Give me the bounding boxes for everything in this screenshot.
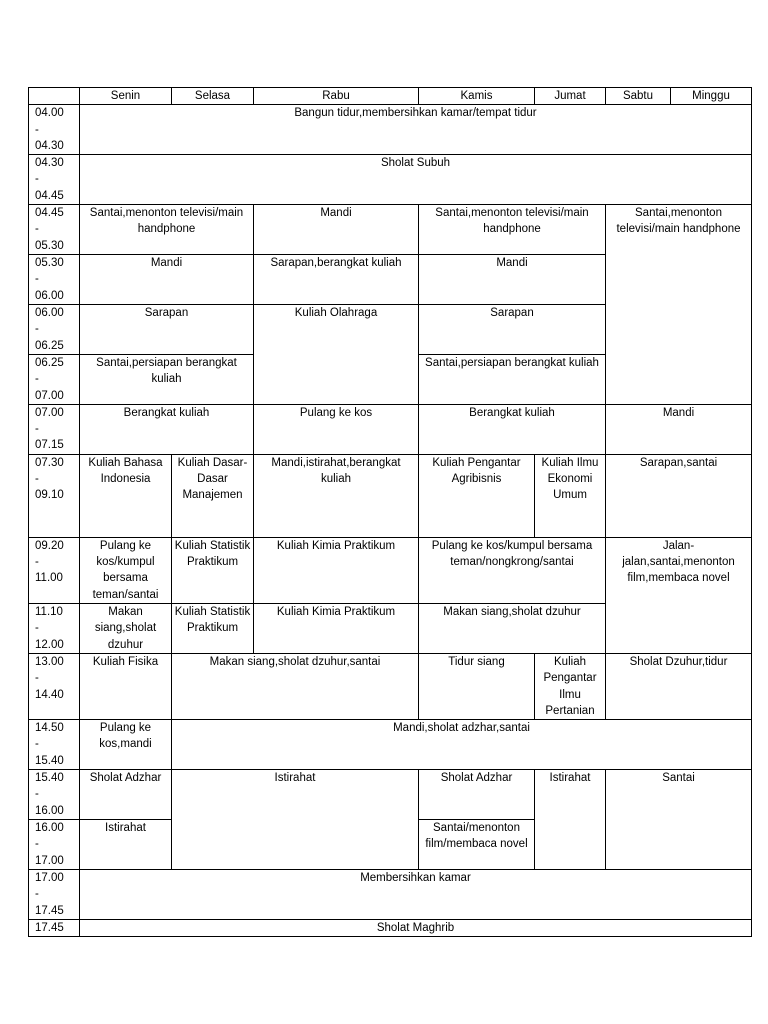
activity-cell: Kuliah Olahraga <box>254 304 419 404</box>
time-cell: 11.10 - 12.00 <box>29 603 80 653</box>
time-cell: 13.00 - 14.40 <box>29 653 80 719</box>
activity-cell: Sarapan <box>419 304 606 354</box>
time-cell: 06.00 - 06.25 <box>29 304 80 354</box>
table-row <box>29 155 752 205</box>
table-row <box>29 454 752 537</box>
table-row <box>29 919 752 936</box>
activity-cell: Istirahat <box>80 820 172 870</box>
activity-cell: Istirahat <box>535 770 606 870</box>
activity-cell: Santai/menonton film/membaca novel <box>419 820 535 870</box>
activity-cell: Santai <box>606 770 752 870</box>
activity-cell: Mandi <box>80 255 254 305</box>
time-cell: 17.00 - 17.45 <box>29 870 80 920</box>
time-cell: 07.30 - 09.10 <box>29 454 80 537</box>
activity-cell: Santai,menonton televisi/main handphone <box>80 205 254 255</box>
time-cell: 17.45 <box>29 919 80 936</box>
table-row <box>29 770 752 820</box>
time-cell: 14.50 - 15.40 <box>29 720 80 770</box>
time-cell: 15.40 - 16.00 <box>29 770 80 820</box>
time-cell: 06.25 - 07.00 <box>29 354 80 404</box>
time-cell: 04.30 - 04.45 <box>29 155 80 205</box>
activity-cell: Santai,menonton televisi/main handphone <box>606 205 752 405</box>
activity-cell: Santai,menonton televisi/main handphone <box>419 205 606 255</box>
activity-cell: Mandi <box>254 205 419 255</box>
activity-cell: Sholat Dzuhur,tidur <box>606 653 752 719</box>
activity-cell: Sholat Adzhar <box>80 770 172 820</box>
time-cell: 04.00 - 04.30 <box>29 105 80 155</box>
activity-cell: Jalan-jalan,santai,menonton film,membaca novel <box>606 537 752 653</box>
header-row <box>29 88 752 105</box>
header-day-jumat: Jumat <box>535 88 606 105</box>
header-day-kamis: Kamis <box>419 88 535 105</box>
activity-cell: Sholat Adzhar <box>419 770 535 820</box>
activity-cell: Kuliah Statistik Praktikum <box>172 537 254 603</box>
activity-cell: Pulang ke kos <box>254 404 419 454</box>
activity-cell: Mandi <box>606 404 752 454</box>
activity-cell: Makan siang,sholat dzuhur <box>80 603 172 653</box>
activity-cell: Kuliah Pengantar Ilmu Pertanian <box>535 653 606 719</box>
activity-cell: Sarapan,santai <box>606 454 752 537</box>
header-day-senin: Senin <box>80 88 172 105</box>
time-cell: 05.30 - 06.00 <box>29 255 80 305</box>
activity-cell: Berangkat kuliah <box>80 404 254 454</box>
activity-cell: Kuliah Bahasa Indonesia <box>80 454 172 537</box>
activity-cell: Kuliah Kimia Praktikum <box>254 603 419 653</box>
header-day-rabu: Rabu <box>254 88 419 105</box>
header-day-minggu: Minggu <box>671 88 752 105</box>
table-row <box>29 870 752 920</box>
activity-cell: Berangkat kuliah <box>419 404 606 454</box>
activity-cell: Santai,persiapan berangkat kuliah <box>419 354 606 404</box>
activity-cell: Bangun tidur,membersihkan kamar/tempat tidur <box>80 105 752 155</box>
table-row <box>29 653 752 719</box>
time-cell: 09.20 - 11.00 <box>29 537 80 603</box>
activity-cell: Santai,persiapan berangkat kuliah <box>80 354 254 404</box>
activity-cell: Sholat Maghrib <box>80 919 752 936</box>
activity-cell: Kuliah Statistik Praktikum <box>172 603 254 653</box>
table-row <box>29 720 752 770</box>
header-corner-cell <box>29 88 80 105</box>
activity-cell: Pulang ke kos/kumpul bersama teman/santai <box>80 537 172 603</box>
activity-cell: Tidur siang <box>419 653 535 719</box>
activity-cell: Makan siang,sholat dzuhur <box>419 603 606 653</box>
activity-cell: Kuliah Ilmu Ekonomi Umum <box>535 454 606 537</box>
table-row <box>29 537 752 603</box>
activity-cell: Sholat Subuh <box>80 155 752 205</box>
activity-cell: Kuliah Pengantar Agribisnis <box>419 454 535 537</box>
time-cell: 07.00 - 07.15 <box>29 404 80 454</box>
activity-cell: Sarapan <box>80 304 254 354</box>
activity-cell: Kuliah Fisika <box>80 653 172 719</box>
table-row <box>29 105 752 155</box>
activity-cell: Mandi <box>419 255 606 305</box>
header-day-sabtu: Sabtu <box>606 88 671 105</box>
time-cell: 04.45 - 05.30 <box>29 205 80 255</box>
activity-cell: Kuliah Dasar-Dasar Manajemen <box>172 454 254 537</box>
activity-cell: Kuliah Kimia Praktikum <box>254 537 419 603</box>
activity-cell: Sarapan,berangkat kuliah <box>254 255 419 305</box>
time-cell: 16.00 - 17.00 <box>29 820 80 870</box>
activity-cell: Mandi,sholat adzhar,santai <box>172 720 752 770</box>
activity-cell: Membersihkan kamar <box>80 870 752 920</box>
activity-cell: Pulang ke kos/kumpul bersama teman/nongkrong/santai <box>419 537 606 603</box>
activity-cell: Makan siang,sholat dzuhur,santai <box>172 653 419 719</box>
activity-cell: Pulang ke kos,mandi <box>80 720 172 770</box>
weekly-schedule-table <box>28 87 752 937</box>
header-day-selasa: Selasa <box>172 88 254 105</box>
activity-cell: Istirahat <box>172 770 419 870</box>
schedule-page <box>28 87 751 937</box>
table-row <box>29 404 752 454</box>
activity-cell: Mandi,istirahat,berangkat kuliah <box>254 454 419 537</box>
table-row <box>29 205 752 255</box>
